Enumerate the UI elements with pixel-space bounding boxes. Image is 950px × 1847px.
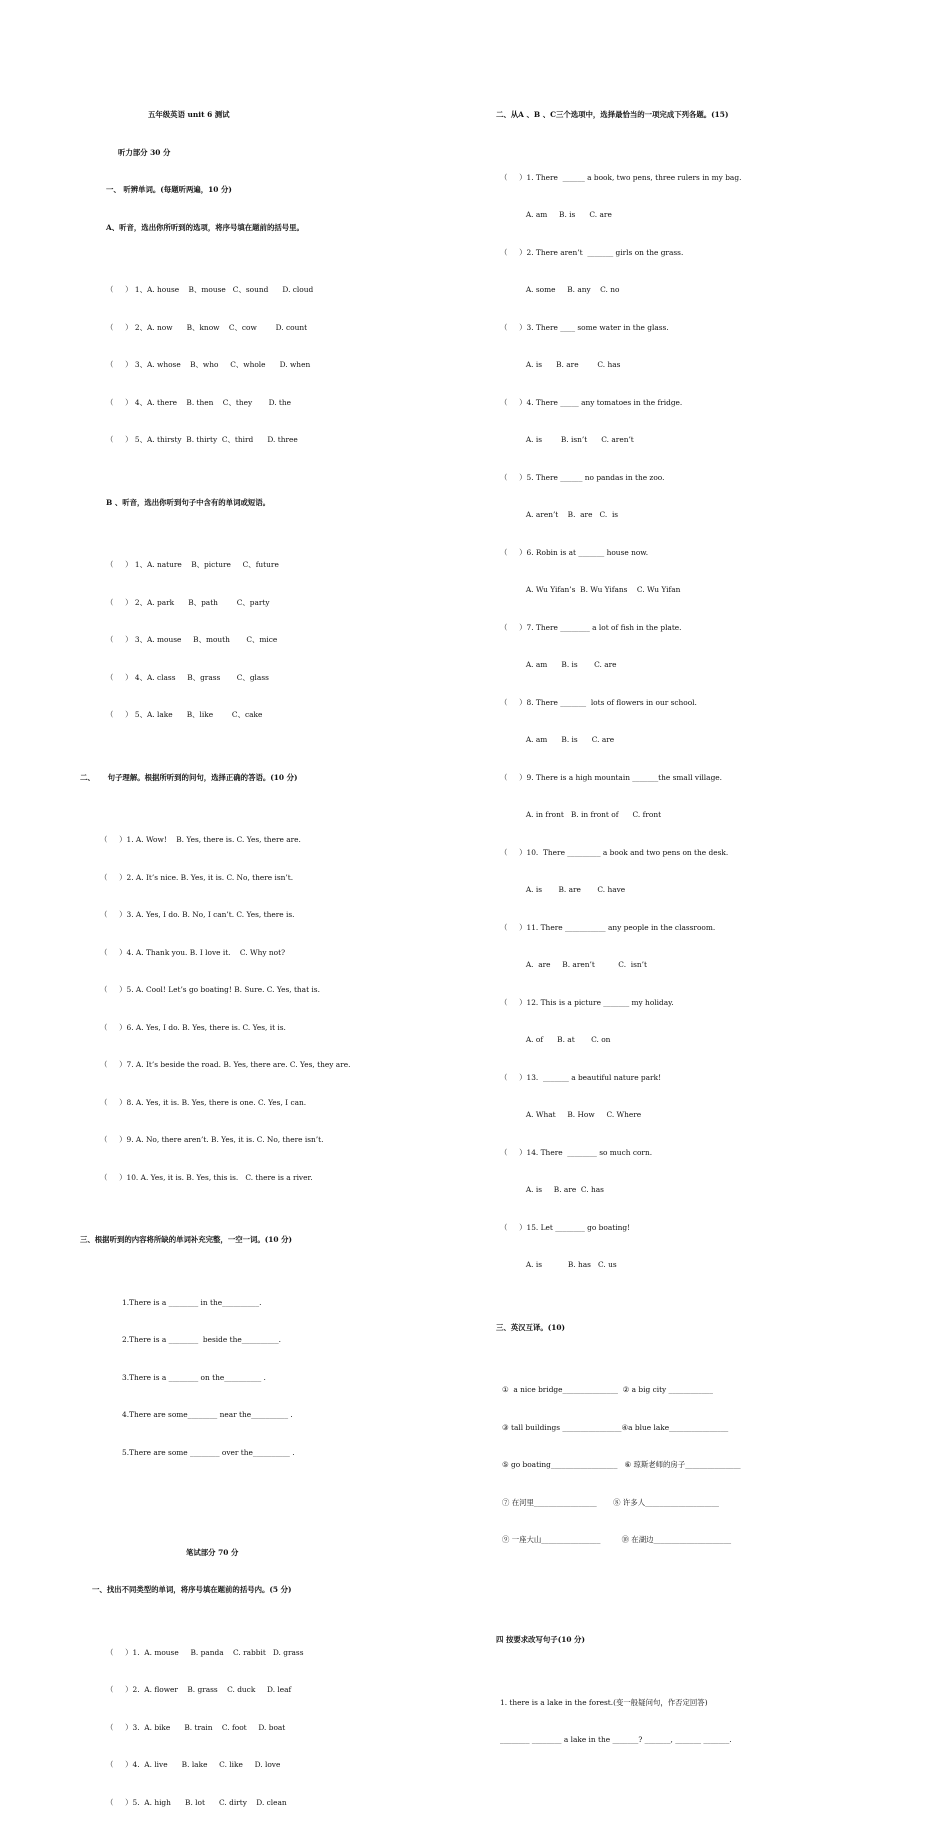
section-r3-items xyxy=(496,1359,916,1572)
section-2-title: 二、 句子理解。根据所听到的问句，选择正确的答语。(10 分) xyxy=(80,772,298,782)
list-item: （ ） 4、A. there B. then C、they D. the xyxy=(106,397,292,407)
list-item: A. are B. aren’t C. isn’t xyxy=(500,960,647,969)
list-item: （ ） 5、A. lake B、like C、cake xyxy=(106,710,263,719)
spacer xyxy=(80,1509,480,1522)
list-item: （ ）5. A. Cool! Let’s go boating! B. Sure. C. Yes, that is. xyxy=(100,985,320,994)
list-item: A. is B. are C. has xyxy=(500,1185,604,1194)
section-r2-title: 二、从A 、B 、C三个选项中，选择最恰当的一项完成下列各题。(15) xyxy=(496,110,729,119)
list-item: （ ）8. There _______ lots of flowers in our school. xyxy=(500,697,697,707)
written-section-1-items xyxy=(80,1622,480,1835)
list-item: （ ）10. There _________ a book and two pens on the desk. xyxy=(500,847,729,857)
section-r4-items xyxy=(496,1672,916,1772)
list-item: （ ） 3、A. mouse B、mouth C、mice xyxy=(106,635,278,644)
list-item: 3.There is a ________ on the__________ . xyxy=(122,1372,266,1382)
list-item: （ ）2. A. flower B. grass C. duck D. leaf xyxy=(106,1685,292,1694)
list-item: （ ） 3、A. whose B、who C、whole D. when xyxy=(106,360,311,369)
list-item: A. What B. How C. Where xyxy=(500,1110,642,1119)
list-item: A. some B. any C. no xyxy=(500,285,620,294)
list-item: A. is B. has C. us xyxy=(500,1260,617,1269)
list-item: （ ）5. A. high B. lot C. dirty D. clean xyxy=(106,1797,287,1807)
list-item: （ ） 1、A. house B、mouse C、sound D. cloud xyxy=(106,285,314,294)
list-item: A. am B. is C. are xyxy=(500,735,615,744)
list-item: （ ）6. A. Yes, I do. B. Yes, there is. C. Yes, it is. xyxy=(100,1022,286,1032)
section-1-title: 一、 听辨单词。(每题听两遍，10 分) xyxy=(106,185,232,194)
list-item: （ ）10. A. Yes, it is. B. Yes, this is. C. there is a river. xyxy=(100,1172,313,1182)
list-item: （ ）3. A. bike B. train C. foot D. boat xyxy=(106,1722,286,1732)
section-3-items xyxy=(80,1272,480,1485)
list-item: （ ）9. There is a high mountain _______the small village. xyxy=(500,772,723,782)
list-item: （ ）6. Robin is at _______ house now. xyxy=(500,547,649,557)
section-r2-items xyxy=(496,147,916,1297)
list-item: （ ）4. A. live B. lake C. like D. love xyxy=(106,1760,281,1769)
list-item: （ ） 5、A. thirsty B. thirty C、third D. three xyxy=(106,435,298,444)
list-item: A. aren’t B. are C. is xyxy=(500,510,619,519)
list-item: （ ） 2、A. park B、path C、party xyxy=(106,597,270,607)
list-item: ⑤ go boating__________________ ⑥ 琼斯老师的房子_______________ xyxy=(502,1460,741,1469)
list-item: （ ）3. A. Yes, I do. B. No, I can’t. C. Yes, there is. xyxy=(100,910,295,919)
list-item: A. is B. isn’t C. aren’t xyxy=(500,435,634,444)
list-item: （ ） 1、A. nature B、picture C、future xyxy=(106,560,279,569)
list-item: （ ） 4、A. class B、grass C、glass xyxy=(106,672,269,682)
list-item: （ ）1. There ______ a book, two pens, three rulers in my bag. xyxy=(500,172,742,182)
list-item: （ ）3. There ____ some water in the glass. xyxy=(500,322,669,332)
list-item: 5.There are some ________ over the__________ . xyxy=(122,1447,295,1457)
test-title: 五年级英语 unit 6 测试 xyxy=(148,110,230,119)
spacer xyxy=(496,1597,916,1610)
section-r3-title: 三、英汉互译。(10) xyxy=(496,1322,566,1332)
list-item: ⑦ 在河里_________________ ⑧ 许多人____________________ xyxy=(502,1497,719,1507)
list-item: A. am B. is C. are xyxy=(500,660,617,669)
left-column xyxy=(80,84,480,1847)
section-r4-title: 四 按要求改写句子(10 分) xyxy=(496,1635,585,1644)
list-item: （ ）5. There ______ no pandas in the zoo. xyxy=(500,472,665,482)
list-item: A. in front B. in front of C. front xyxy=(500,810,662,819)
written-section-1-title: 一、找出不同类型的单词，将序号填在题前的括号内。(5 分) xyxy=(92,1585,292,1594)
list-item: A. am B. is C. are xyxy=(500,210,612,219)
written-part-heading: 笔试部分 70 分 xyxy=(186,1547,239,1557)
right-column xyxy=(496,84,916,1784)
section-2-items xyxy=(80,809,480,1209)
list-item: （ ）7. A. It’s beside the road. B. Yes, there are. C. Yes, they are. xyxy=(100,1060,351,1069)
list-item: （ ）11. There ___________ any people in the classroom. xyxy=(500,922,716,932)
list-item: 4.There are some________ near the__________ . xyxy=(122,1410,293,1419)
section-1b-title: B 、听音，选出你听到句子中含有的单词或短语。 xyxy=(106,497,271,507)
section-1b-items xyxy=(80,534,480,747)
list-item: 2.There is a ________ beside the__________. xyxy=(122,1335,282,1344)
list-item: A. is B. are C. have xyxy=(500,885,626,894)
list-item: （ ）1. A. mouse B. panda C. rabbit D. grass xyxy=(106,1647,304,1657)
list-item: （ ）13. _______ a beautiful nature park! xyxy=(500,1072,662,1082)
section-1a-items xyxy=(80,259,480,472)
list-item: ① a nice bridge_______________ ② a big city ____________ xyxy=(502,1385,713,1394)
list-item: （ ）2. There aren’t _______ girls on the grass. xyxy=(500,247,684,257)
list-item: （ ）1. A. Wow! B. Yes, there is. C. Yes, there are. xyxy=(100,835,301,844)
list-item: （ ）8. A. Yes, it is. B. Yes, there is one. C. Yes, I can. xyxy=(100,1097,307,1107)
list-item: （ ）4. There _____ any tomatoes in the fridge. xyxy=(500,397,683,407)
list-item: （ ）12. This is a picture _______ my holiday. xyxy=(500,997,674,1007)
list-item: A. of B. at C. on xyxy=(500,1035,611,1044)
section-3-title: 三、根据听到的内容将所缺的单词补充完整，一空一词。(10 分) xyxy=(80,1235,293,1244)
list-item: ③ tall buildings ________________④a blue lake________________ xyxy=(502,1422,729,1432)
list-item: （ ）15. Let ________ go boating! xyxy=(500,1222,631,1232)
list-item: A. is B. are C. has xyxy=(500,360,621,369)
section-1a-title: A、听音，选出你所听到的选项，将序号填在题前的括号里。 xyxy=(106,222,304,232)
list-item: A. Wu Yifan’s B. Wu Yifans C. Wu Yifan xyxy=(500,585,681,594)
list-item: ________ ________ a lake in the _______? _______, _______ _______. xyxy=(500,1735,732,1744)
list-item: （ ）9. A. No, there aren’t. B. Yes, it is. C. No, there isn’t. xyxy=(100,1135,324,1144)
list-item: （ ）4. A. Thank you. B. I love it. C. Why not? xyxy=(100,947,286,957)
listening-part-heading: 听力部分 30 分 xyxy=(118,147,171,157)
list-item: （ ）2. A. It’s nice. B. Yes, it is. C. No, there isn’t. xyxy=(100,872,294,882)
list-item: 1.There is a ________ in the__________. xyxy=(122,1297,262,1307)
list-item: （ ） 2、A. now B、know C、cow D. count xyxy=(106,322,308,332)
list-item: 1. there is a lake in the forest.(变一般疑问句，作否定回答) xyxy=(500,1697,708,1707)
list-item: ⑨ 一座大山________________ ⑩ 在湖边_____________________ xyxy=(502,1535,732,1544)
list-item: （ ）14. There ________ so much corn. xyxy=(500,1147,653,1157)
list-item: （ ）7. There ________ a lot of fish in the plate. xyxy=(500,622,682,632)
